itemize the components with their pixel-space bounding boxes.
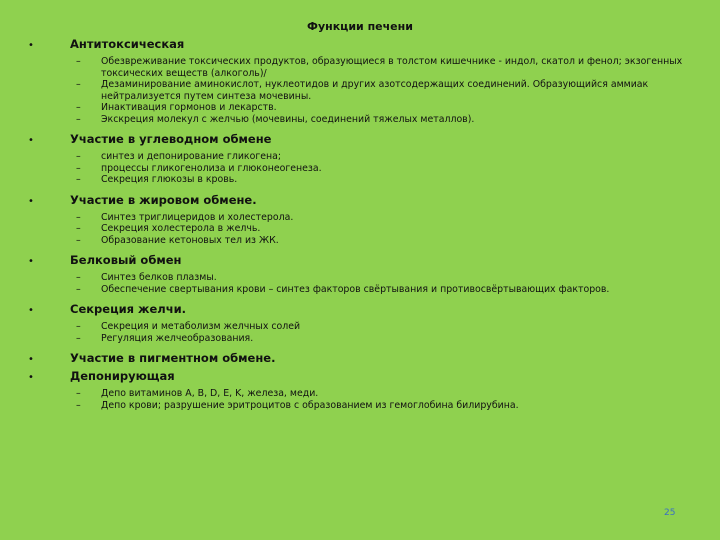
dash-icon: – (76, 321, 81, 332)
section-antitoxic (28, 36, 688, 125)
section-depot (28, 368, 688, 411)
item-list (28, 151, 688, 186)
section-heading: Депонирующая (70, 369, 175, 383)
section-heading: Антитоксическая (70, 37, 185, 51)
item-list (28, 56, 688, 125)
list-item: – Обеспечение свертывания крови – синтез факторов свёртывания и противосвёртывающих факторов. (76, 283, 610, 295)
list-item: – Секреция глюкозы в кровь. (76, 174, 238, 185)
list-item: – Инактивация гормонов и лекарств. (76, 102, 277, 113)
bullet-icon: • (28, 40, 34, 51)
dash-icon: – (76, 283, 81, 295)
section-heading: Секреция желчи. (70, 302, 187, 316)
bullet-icon: • (28, 305, 34, 316)
section-protein (28, 252, 688, 295)
list-item: – Дезаминирование аминокислот, нуклеотидов и других азотсодержащих соединений. Образующийся аммиак нейтрализуется путем синтеза мочевины. (76, 79, 649, 102)
list-item: – Регуляция желчеобразования. (76, 332, 254, 344)
section-heading: Участие в жировом обмене. (70, 192, 257, 207)
bullet-icon: • (28, 256, 34, 267)
section-carbohydrate (28, 131, 688, 186)
dash-icon: – (76, 162, 81, 174)
list-item: – Секреция холестерола в желчь. (76, 223, 261, 234)
list-item: – Синтез белков плазмы. (76, 272, 217, 283)
dash-icon: – (76, 56, 81, 67)
bullet-icon: • (28, 354, 34, 365)
dash-icon: – (76, 399, 81, 411)
section-heading: Участие в пигментном обмене. (70, 351, 276, 365)
list-item: – Секреция и метаболизм желчных солей (76, 321, 301, 332)
item-list (28, 212, 688, 247)
item-list (28, 272, 688, 295)
section-lipid (28, 192, 688, 247)
section-heading: Белковый обмен (70, 253, 182, 267)
section-pigment (28, 350, 688, 366)
dash-icon: – (76, 211, 81, 223)
dash-icon: – (76, 388, 81, 399)
slide-title: Функции печени (307, 20, 413, 33)
page-number: 25 (664, 508, 676, 518)
dash-icon: – (76, 332, 81, 344)
list-item: – Экскреция молекул с желчью (мочевины, соединений тяжелых металлов). (76, 113, 475, 125)
list-item: – Депо витаминов A, B, D, E, K, железа, меди. (76, 388, 319, 399)
bullet-icon: • (28, 195, 34, 207)
dash-icon: – (76, 174, 81, 185)
dash-icon: – (76, 234, 81, 246)
dash-icon: – (76, 102, 81, 113)
section-bile (28, 301, 688, 344)
item-list (28, 388, 688, 411)
dash-icon: – (76, 79, 81, 90)
dash-icon: – (76, 113, 81, 125)
list-item: – Депо крови; разрушение эритроцитов с образованием из гемоглобина билирубина. (76, 399, 519, 411)
list-item: – Образование кетоновых тел из ЖК. (76, 234, 279, 246)
list-item: – Синтез триглицеридов и холестерола. (76, 211, 294, 223)
list-item: – синтез и депонирование гликогена; (76, 151, 282, 162)
section-heading: Участие в углеводном обмене (70, 132, 272, 146)
list-item: – Обезвреживание токсических продуктов, образующиеся в толстом кишечнике - индол, скатол и фенол; экзогенных токсических веществ (алкоголь)/ (76, 56, 683, 79)
bullet-icon: • (28, 135, 34, 146)
dash-icon: – (76, 223, 81, 234)
item-list (28, 321, 688, 344)
slide-content (28, 36, 688, 417)
dash-icon: – (76, 272, 81, 283)
dash-icon: – (76, 151, 81, 162)
list-item: – процессы гликогенолиза и глюконеогенеза. (76, 162, 322, 174)
bullet-icon: • (28, 372, 34, 383)
